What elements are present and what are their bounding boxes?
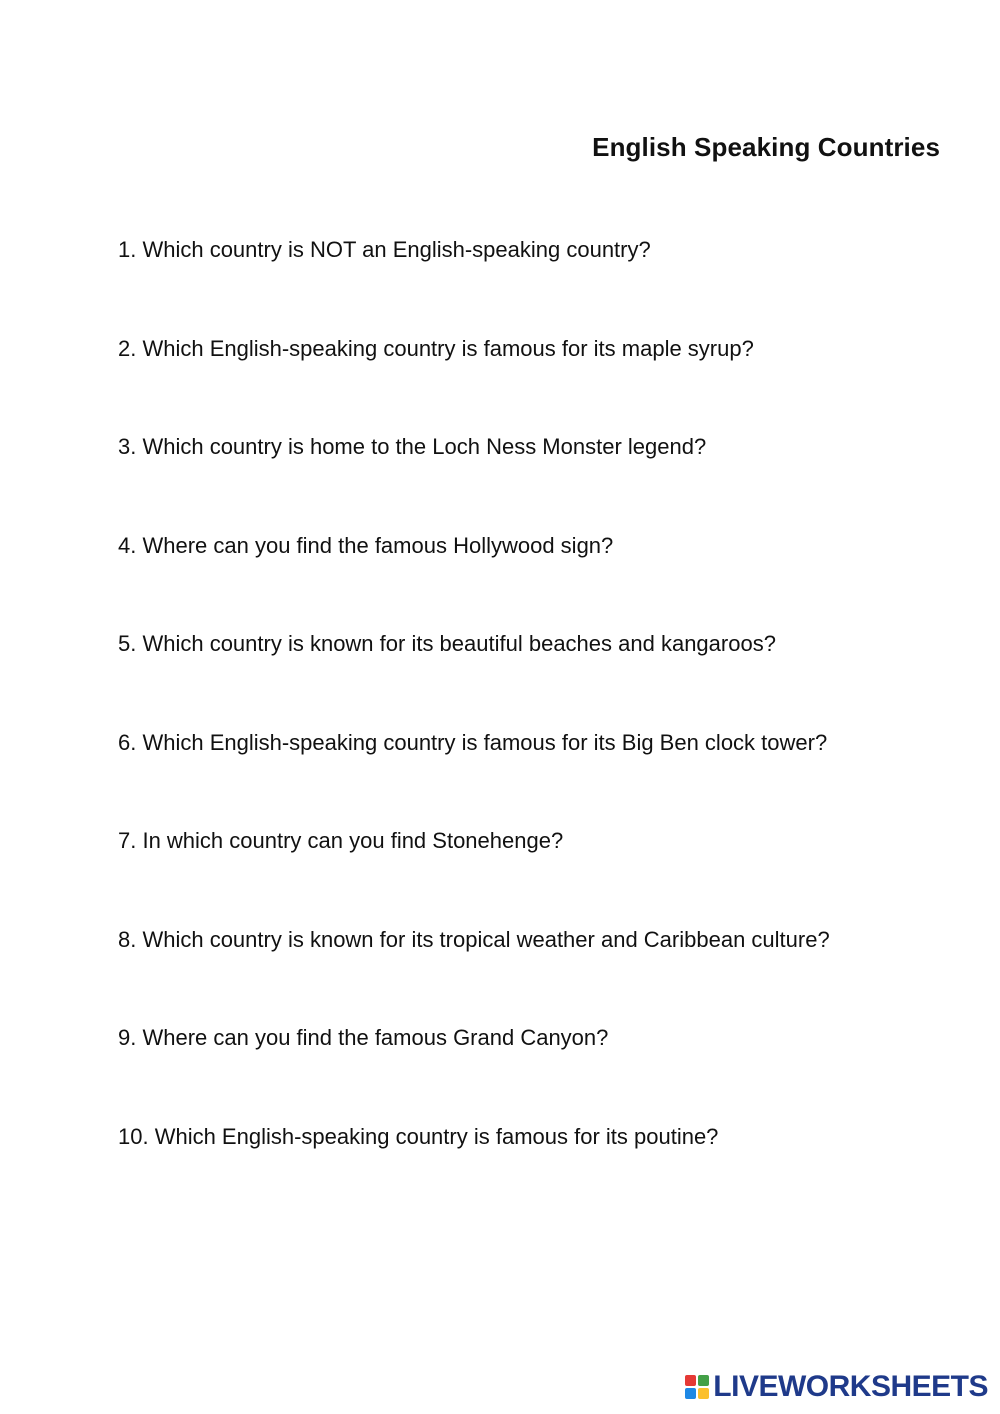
question-item: 10. Which English-speaking country is famous for its poutine?: [118, 1123, 719, 1149]
question-item: 2. Which English-speaking country is famous for its maple syrup?: [118, 335, 754, 361]
question-item: 5. Which country is known for its beautiful beaches and kangaroos?: [118, 631, 776, 656]
question-item: 4. Where can you find the famous Hollywood sign?: [118, 532, 614, 558]
question-item: 7. In which country can you find Stonehenge?: [118, 828, 564, 853]
question-list: [118, 232, 978, 1217]
question-item: 1. Which country is NOT an English-speaking country?: [118, 237, 651, 262]
logo-square: [698, 1388, 709, 1399]
question-item: 3. Which country is home to the Loch Ness Monster legend?: [118, 434, 707, 459]
question-item: 8. Which country is known for its tropical weather and Caribbean culture?: [118, 926, 830, 952]
logo-square: [685, 1375, 696, 1386]
worksheet-title: English Speaking Countries: [592, 132, 940, 162]
logo-square: [698, 1375, 709, 1386]
liveworksheets-logo: [685, 1370, 988, 1404]
logo-square: [685, 1388, 696, 1399]
question-item: 6. Which English-speaking country is famous for its Big Ben clock tower?: [118, 729, 828, 755]
question-item: 9. Where can you find the famous Grand Canyon?: [118, 1025, 609, 1050]
liveworksheets-logo-icon: [685, 1375, 709, 1399]
liveworksheets-logo-text: LIVEWORKSHEETS: [713, 1370, 988, 1403]
